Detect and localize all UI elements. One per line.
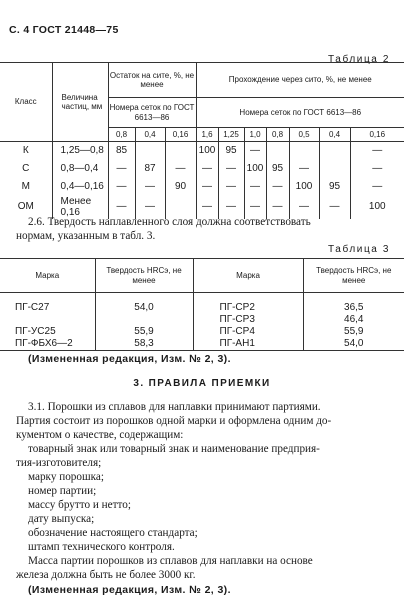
col-header-mark-right: Марка	[193, 259, 303, 293]
cell-value: 100	[244, 160, 266, 178]
sieve-header-remain: Номера сеток по ГОСТ 6613—86	[108, 98, 196, 128]
cell-value: —	[350, 178, 404, 196]
sieve-number: 1,6	[196, 128, 218, 142]
col-header-class: Класс	[0, 63, 52, 142]
cell-value: 90	[165, 178, 196, 196]
cell-value: 95	[218, 142, 244, 160]
col-header-remain: Остаток на сите, %, не менее	[108, 63, 196, 98]
cell-hardness: 46,4	[303, 314, 404, 326]
page-header: С. 4 ГОСТ 21448—75	[9, 24, 119, 36]
amendment-note-1: (Измененная редакция, Изм. № 2, 3).	[28, 353, 231, 365]
paragraph-line: штамп технического контроля.	[28, 541, 175, 553]
cell-value: 100	[196, 142, 218, 160]
cell-value: —	[196, 196, 218, 219]
cell-value: —	[218, 160, 244, 178]
cell-value: —	[350, 142, 404, 160]
cell-value: —	[196, 178, 218, 196]
cell-value: —	[108, 196, 135, 219]
cell-value: —	[218, 196, 244, 219]
cell-value: —	[196, 160, 218, 178]
sieve-number: 0,16	[350, 128, 404, 142]
cell-mark: ПГ-СР3	[193, 314, 303, 326]
sieve-number: 0,4	[319, 128, 350, 142]
col-header-mark-left: Марка	[35, 270, 60, 280]
cell-value: —	[319, 196, 350, 219]
paragraph-line: тия-изготовителя;	[16, 457, 102, 469]
cell-hardness: 58,3	[95, 338, 193, 351]
table-row	[0, 178, 404, 196]
sieve-number: 0,4	[135, 128, 165, 142]
cell-value: —	[244, 142, 266, 160]
table-row	[0, 338, 404, 351]
paragraph-line: Партия состоит из порошков одной марки и оформлена одним до-	[16, 415, 332, 427]
paragraph-line: номер партии;	[28, 485, 97, 497]
cell-value: 95	[266, 160, 289, 178]
cell-mark: ПГ-СР2	[193, 302, 303, 314]
cell-value: —	[289, 196, 319, 219]
table-row	[0, 326, 404, 338]
sieve-number: 0,8	[266, 128, 289, 142]
cell-value: 100	[350, 196, 404, 219]
cell-value	[319, 160, 350, 178]
paragraph-line: железа должна быть не более 3000 кг.	[16, 569, 196, 581]
cell-hardness	[95, 314, 193, 326]
cell-value: 100	[289, 178, 319, 196]
table-row	[0, 302, 404, 314]
section-3-title: 3. ПРАВИЛА ПРИЕМКИ	[133, 378, 271, 389]
cell-value: —	[108, 160, 135, 178]
table-2	[0, 62, 404, 219]
sieve-number: 0,8	[108, 128, 135, 142]
cell-mark: ПГ-С27	[15, 301, 50, 313]
cell-mark: ПГ-УС25	[15, 325, 56, 337]
cell-hardness: 55,9	[303, 326, 404, 338]
cell-size: 0,4—0,16	[52, 178, 108, 196]
cell-mark	[0, 314, 95, 326]
cell-class: ОМ	[17, 201, 34, 213]
cell-value: —	[135, 178, 165, 196]
paragraph-line: обозначение настоящего стандарта;	[28, 527, 198, 539]
cell-value: —	[244, 196, 266, 219]
sieve-number: 1,0	[244, 128, 266, 142]
cell-value: —	[244, 178, 266, 196]
col-header-hardness-right: Твердость HRCэ, не менее	[303, 259, 404, 293]
cell-size: 1,25—0,8	[52, 142, 108, 160]
sieve-number: 0,16	[165, 128, 196, 142]
table-3	[0, 258, 404, 351]
cell-value: —	[108, 178, 135, 196]
col-header-hardness-left: Твердость HRCэ, не менее	[95, 259, 193, 293]
paragraph-line: товарный знак или товарный знак и наименование предприя-	[28, 443, 320, 455]
cell-mark: ПГ-АН1	[193, 338, 303, 351]
cell-mark: ПГ-СР4	[193, 326, 303, 338]
cell-value: —	[135, 196, 165, 219]
cell-hardness: 55,9	[95, 326, 193, 338]
paragraph-2-6-line2: нормам, указанным в табл. 3.	[16, 230, 156, 242]
cell-value	[289, 142, 319, 160]
cell-value	[135, 142, 165, 160]
cell-value: 95	[319, 178, 350, 196]
col-header-pass: Прохождение через сито, %, не менее	[196, 63, 404, 98]
table3-caption: Таблица 3	[328, 244, 390, 255]
cell-mark: ПГ-ФБХ6—2	[15, 337, 73, 349]
cell-class: К	[22, 145, 29, 156]
paragraph-line: 3.1. Порошки из сплавов для наплавки принимают партиями.	[28, 401, 321, 413]
paragraph-line: дату выпуска;	[28, 513, 95, 525]
paragraph-line: марку порошка;	[28, 471, 104, 483]
cell-hardness: 36,5	[303, 302, 404, 314]
cell-value: —	[289, 160, 319, 178]
amendment-note-2: (Измененная редакция, Изм. № 2, 3).	[28, 584, 231, 596]
cell-size: Менее 0,16	[52, 196, 108, 219]
cell-value: —	[350, 160, 404, 178]
cell-value	[165, 142, 196, 160]
paragraph-line: кументом о качестве, содержащим:	[16, 429, 184, 441]
col-header-size: Величина частиц, мм	[52, 63, 108, 142]
cell-hardness: 54,0	[95, 302, 193, 314]
cell-value	[319, 142, 350, 160]
cell-value: —	[165, 160, 196, 178]
cell-value: —	[218, 178, 244, 196]
cell-value: 85	[108, 142, 135, 160]
cell-value: 87	[135, 160, 165, 178]
table-row	[0, 160, 404, 178]
cell-hardness: 54,0	[303, 338, 404, 351]
sieve-number: 0,5	[289, 128, 319, 142]
cell-class: С	[22, 162, 30, 174]
cell-value: —	[266, 178, 289, 196]
table2-caption: Таблица 2	[328, 54, 390, 65]
sieve-number: 1,25	[218, 128, 244, 142]
paragraph-line: Масса партии порошков из сплавов для наплавки на основе	[28, 555, 313, 567]
paragraph-2-6-line1: 2.6. Твердость наплавленного слоя должна соответствовать	[28, 216, 311, 228]
cell-value	[266, 142, 289, 160]
paragraph-line: массу брутто и нетто;	[28, 499, 131, 511]
sieve-header-pass: Номера сеток по ГОСТ 6613—86	[196, 98, 404, 128]
cell-class: М	[21, 180, 30, 192]
cell-size: 0,8—0,4	[52, 160, 108, 178]
table-row	[0, 142, 404, 160]
cell-value: —	[266, 196, 289, 219]
table-row	[0, 314, 404, 326]
